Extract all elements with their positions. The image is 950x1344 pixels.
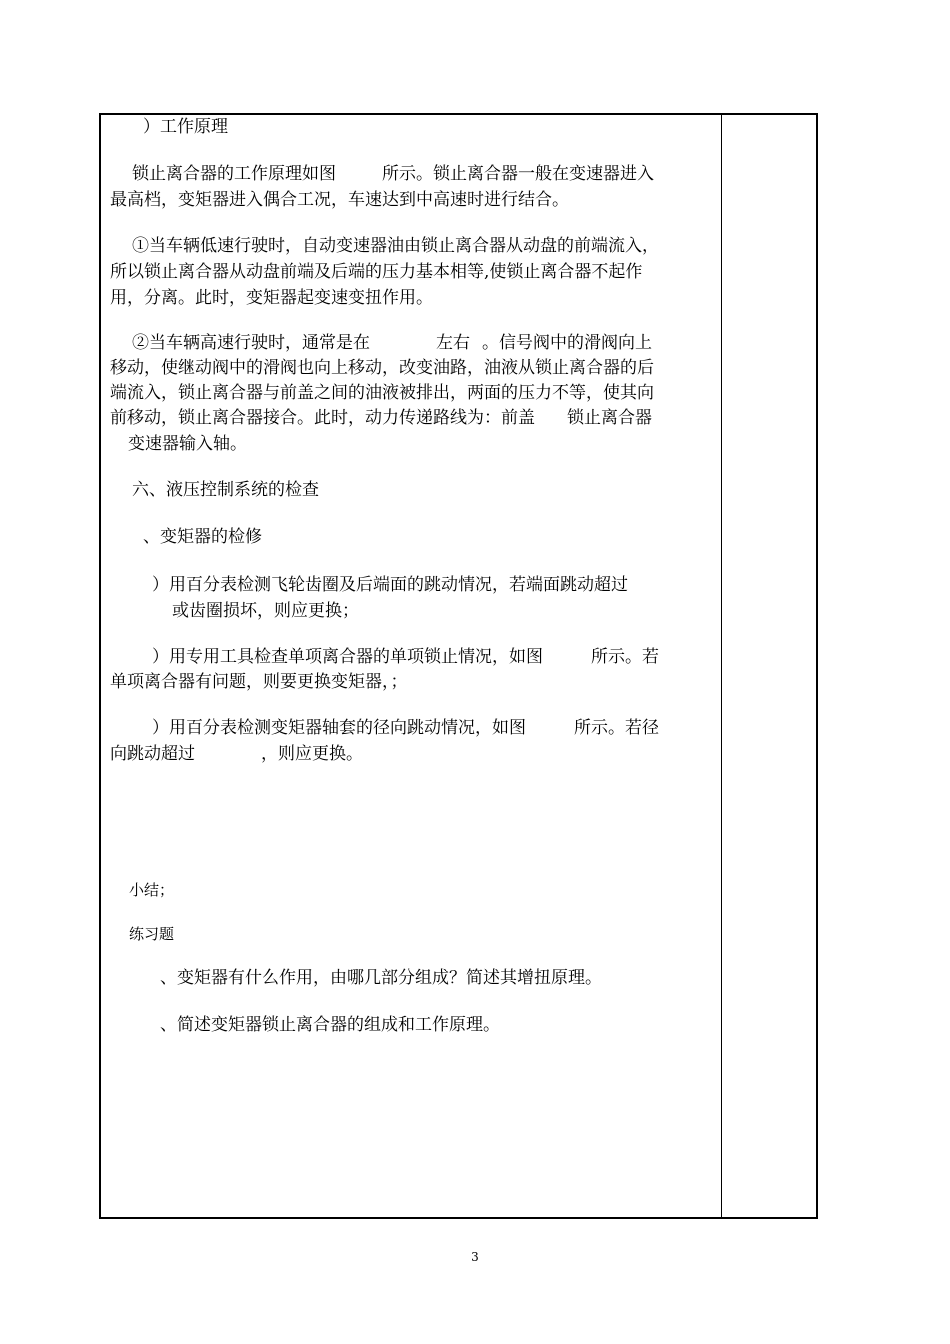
item-1-line-2: 或齿圈损坏，则应更换；	[172, 601, 359, 621]
principle-heading: ）工作原理	[143, 117, 228, 137]
subheading-1: 、变矩器的检修	[143, 527, 262, 547]
paragraph-1-line-1: 锁止离合器的工作原理如图 所示。锁止离合器一般在变速器进入	[132, 164, 654, 184]
paragraph-2-line-1: ①当车辆低速行驶时，自动变速器油由锁止离合器从动盘的前端流入，	[132, 236, 659, 256]
item-2-line-2: 单项离合器有问题，则要更换变矩器，；	[110, 672, 408, 692]
question-2: 、简述变矩器锁止离合器的组成和工作原理。	[160, 1015, 500, 1035]
page-number: 3	[471, 1250, 479, 1264]
item-3-line-2: 向跳动超过 ，则应更换。	[110, 744, 363, 764]
question-1: 、变矩器有什么作用，由哪几部分组成？简述其增扭原理。	[160, 968, 602, 988]
paragraph-3-line-5: 变速器输入轴。	[128, 434, 247, 454]
item-3-line-1: ）用百分表检测变矩器轴套的径向跳动情况，如图 所示。若径	[152, 718, 659, 738]
paragraph-1-line-2: 最高档，变矩器进入偶合工况，车速达到中高速时进行结合。	[110, 190, 569, 210]
paragraph-3-line-4: 前移动，锁止离合器接合。此时，动力传递路线为：前盖 锁止离合器	[110, 408, 652, 428]
paragraph-2-line-2: 所以锁止离合器从动盘前端及后端的压力基本相等,使锁止离合器不起作	[110, 262, 643, 282]
summary-label: 小结；	[129, 881, 175, 899]
column-divider	[721, 113, 722, 1219]
item-1-line-1: ）用百分表检测飞轮齿圈及后端面的跳动情况，若端面跳动超过	[152, 575, 628, 595]
paragraph-3-line-1: ②当车辆高速行驶时，通常是在 左右 。信号阀中的滑阀向上	[132, 333, 652, 353]
exercises-label: 练习题	[129, 925, 175, 943]
paragraph-3-line-3: 端流入，锁止离合器与前盖之间的油液被排出，两面的压力不等，使其向	[110, 383, 654, 403]
paragraph-2-line-3: 用，分离。此时，变矩器起变速变扭作用。	[110, 288, 433, 308]
section-heading-6: 六、液压控制系统的检查	[132, 480, 319, 500]
item-2-line-1: ）用专用工具检查单项离合器的单项锁止情况，如图 所示。若	[152, 647, 659, 667]
paragraph-3-line-2: 移动，使继动阀中的滑阀也向上移动，改变油路，油液从锁止离合器的后	[110, 358, 654, 378]
